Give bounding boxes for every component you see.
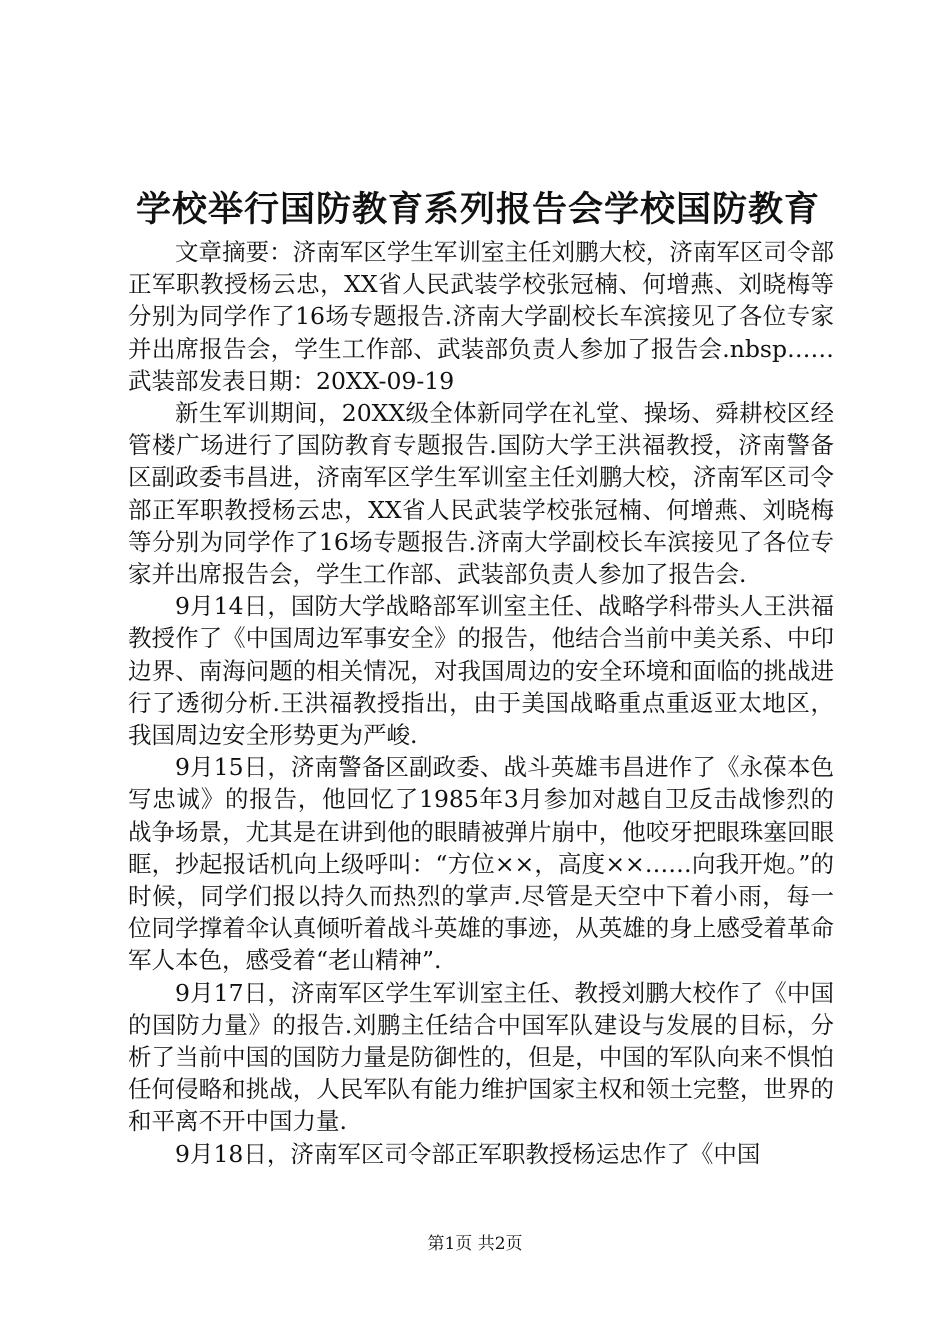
page-number: 第1页 共2页	[427, 1234, 523, 1254]
paragraph-intro: 新生军训期间，20XX级全体新同学在礼堂、操场、舜耕校区经管楼广场进行了国防教育专题报告.国防大学王洪福教授，济南警备区副政委韦昌进，济南军区学生军训室主任刘鹏大校，济南军区司令部正军职教授杨云忠，XX省人民武装学校张冠楠、何增燕、刘晓梅等分别为同学作了16场专题报告.济南大学副校长车滨接见了各位专家并出席报告会，学生工作部、武装部负责人参加了报告会.	[128, 399, 834, 589]
paragraph-abstract: 文章摘要：济南军区学生军训室主任刘鹏大校，济南军区司令部正军职教授杨云忠，XX省人民武装学校张冠楠、何增燕、刘晓梅等分别为同学作了16场专题报告.济南大学副校长车滨接见了各位专家并出席报告会，学生工作部、武装部负责人参加了报告会.nbsp……武装部发表日期：20XX-09-19	[128, 238, 834, 395]
document-title: 学校举行国防教育系列报告会学校国防教育	[135, 189, 820, 230]
paragraph-sep18: 9月18日，济南军区司令部正军职教授杨运忠作了《中国	[175, 1139, 761, 1168]
paragraph-sep17: 9月17日，济南军区学生军训室主任、教授刘鹏大校作了《中国的国防力量》的报告.刘鹏主任结合中国军队建设与发展的目标，分析了当前中国的国防力量是防御性的，但是，中国的军队向来不惧怕任何侵略和挑战，人民军队有能力维护国家主权和领土完整，世界的和平离不开中国力量.	[128, 978, 834, 1136]
document-body	[128, 236, 834, 1170]
paragraph-sep15: 9月15日，济南警备区副政委、战斗英雄韦昌进作了《永葆本色写忠诚》的报告，他回忆了1985年3月参加对越自卫反击战惨烈的战争场景，尤其是在讲到他的眼睛被弹片崩中，他咬牙把眼珠塞回眼眶，抄起报话机向上级呼叫：“方位××，高度××……向我开炮。”的时候，同学们报以持久而热烈的掌声.尽管是天空中下着小雨，每一位同学撑着伞认真倾听着战斗英雄的事迹，从英雄的身上感受着革命军人本色，感受着“老山精神”.	[128, 753, 834, 975]
paragraph-sep14: 9月14日，国防大学战略部军训室主任、战略学科带头人王洪福教授作了《中国周边军事安全》的报告，他结合当前中美关系、中印边界、南海问题的相关情况，对我国周边的安全环境和面临的挑战进行了透彻分析.王洪福教授指出，由于美国战略重点重返亚太地区，我国周边安全形势更为严峻.	[128, 592, 834, 750]
